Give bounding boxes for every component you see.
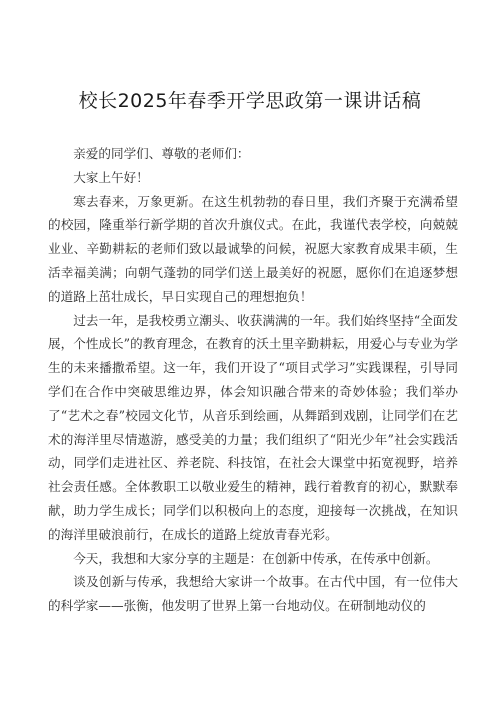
paragraph-story: 谈及创新与传承，我想给大家讲一个故事。在古代中国，有一位伟大的科学家——张衡，他发明了世界上第一台地动仪。在研制地动仪的 (48, 574, 458, 614)
document-title: 校长2025年春季开学思政第一课讲话稿 (78, 90, 422, 112)
greeting: 大家上午好！ (73, 169, 149, 185)
paragraph-theme: 今天，我想和大家分享的主题是：在创新中传承，在传承中创新。 (73, 550, 439, 566)
paragraph-opening: 寒去春来，万象更新。在这生机勃勃的春日里，我们齐聚于充满希望的校园，隆重举行新学期的首次升旗仪式。在此，我谨代表学校，向兢兢业业、辛勤耕耘的老师们致以最诚挚的问候，祝愿大家教育成果丰硕，生活幸福美满；向朝气蓬勃的同学们送上最美好的祝愿，愿你们在追逐梦想的道路上茁壮成长，早日实现自己的理想抱负！ (48, 193, 458, 304)
paragraph-review: 过去一年，是我校勇立潮头、收获满满的一年。我们始终坚持“全面发展，个性成长”的教育理念，在教育的沃土里辛勤耕耘，用爱心与专业为学生的未来播撒希望。这一年，我们开设了“项目式学习”实践课程，引导同学们在合作中突破思维边界，体会知识融合带来的奇妙体验；我们举办了“艺术之春”校园文化节，从音乐到绘画，从舞蹈到戏剧，让同学们在艺术的海洋里尽情遨游，感受美的力量；我们组织了“阳光少年”社会实践活动，同学们走进社区、养老院、科技馆，在社会大课堂中拓宽视野，培养社会责任感。全体教职工以敬业爱生的精神，践行着教育的初心，默默奉献，助力学生成长；同学们以积极向上的态度，迎接每一次挑战，在知识的海洋里破浪前行，在成长的道路上绽放青春光彩。 (48, 312, 458, 542)
document-body (48, 142, 458, 618)
salutation: 亲爱的同学们、尊敬的老师们： (73, 146, 250, 161)
